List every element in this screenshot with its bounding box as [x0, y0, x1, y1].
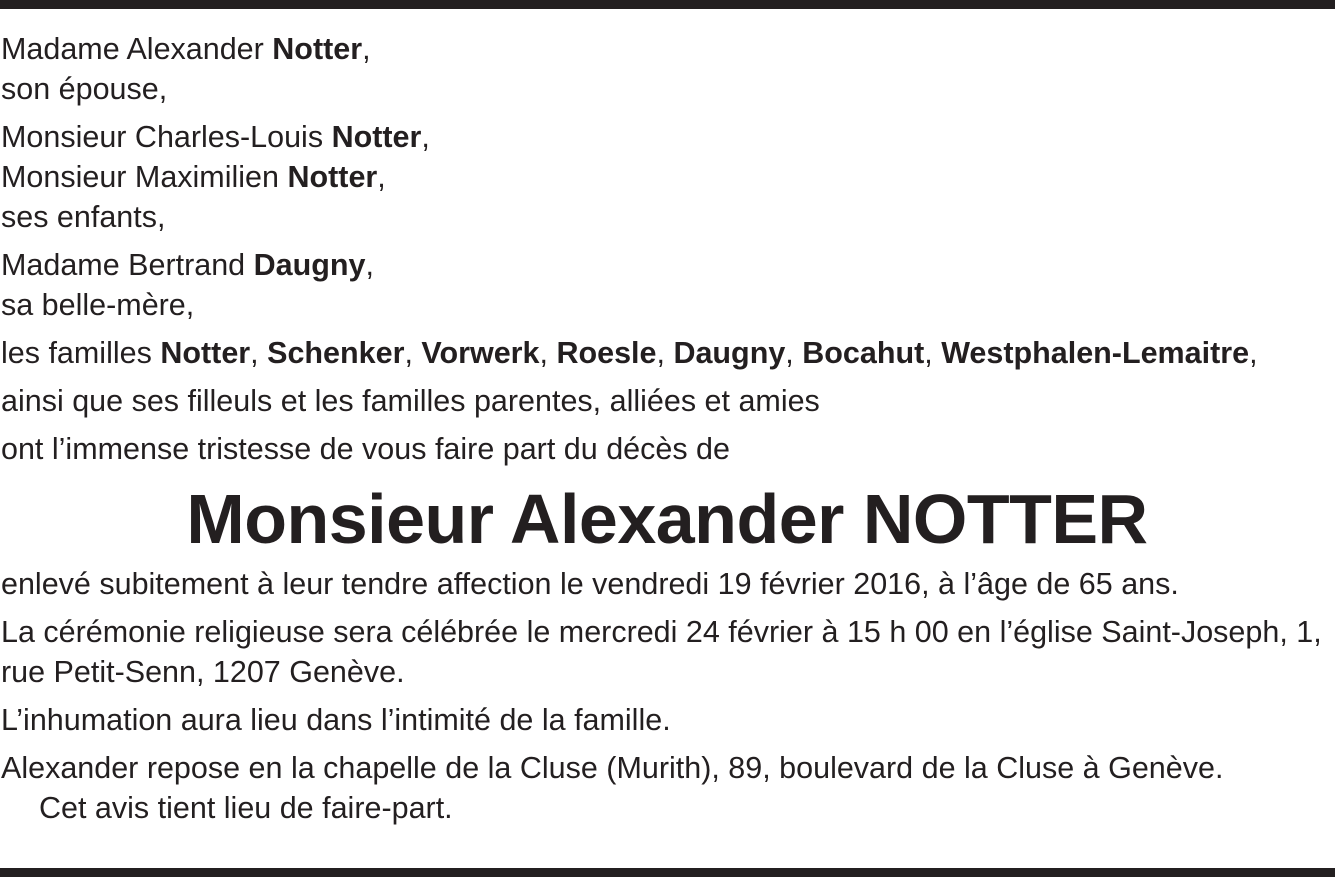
mother-in-law-surname: Daugny	[253, 248, 366, 282]
families-prefix: les familles	[1, 336, 152, 370]
son2-prefix: Monsieur Maximilien	[1, 160, 279, 194]
wife-prefix: Madame Alexander	[1, 32, 264, 66]
mother-in-law-prefix: Madame Bertrand	[1, 248, 246, 282]
mother-in-law-relation: sa belle-mère,	[1, 288, 195, 322]
family-name: Notter	[160, 336, 251, 370]
notice-note: Cet avis tient lieu de faire-part.	[39, 791, 453, 825]
son1-surname: Notter	[331, 120, 422, 154]
obituary-notice	[1, 29, 1333, 828]
son2-surname: Notter	[287, 160, 378, 194]
announcement-line: ont l’immense tristesse de vous faire part du décès de	[1, 432, 730, 466]
family-name: Daugny	[673, 336, 786, 370]
rest-details: Alexander repose en la chapelle de la Cluse (Murith), 89, boulevard de la Cluse à Genève.	[1, 751, 1224, 785]
wife-surname: Notter	[272, 32, 363, 66]
family-name: Schenker	[267, 336, 405, 370]
children-entry: Monsieur Charles-Louis Notter, Monsieur Maximilien Notter, ses enfants,	[1, 117, 1333, 237]
family-name: Vorwerk	[421, 336, 540, 370]
mother-in-law-entry: Madame Bertrand Daugny, sa belle-mère,	[1, 245, 1333, 325]
family-name: Roesle	[556, 336, 657, 370]
deceased-name: Monsieur Alexander NOTTER	[186, 480, 1148, 558]
children-relation: ses enfants,	[1, 200, 166, 234]
burial-details: L’inhumation aura lieu dans l’intimité de la famille.	[1, 703, 671, 737]
family-name: Westphalen-Lemaitre	[941, 336, 1250, 370]
death-details: enlevé subitement à leur tendre affection le vendredi 19 février 2016, à l’âge de 65 ans.	[1, 567, 1179, 601]
family-name: Bocahut	[802, 336, 925, 370]
ceremony-details: La cérémonie religieuse sera célébrée le mercredi 24 février à 15 h 00 en l’église Saint-Joseph, 1, rue Petit-Senn, 1207 Genève.	[1, 615, 1322, 689]
top-rule	[0, 0, 1335, 9]
bottom-rule	[0, 868, 1335, 877]
son1-prefix: Monsieur Charles-Louis	[1, 120, 324, 154]
wife-relation: son épouse,	[1, 72, 168, 106]
others-line: ainsi que ses filleuls et les familles parentes, alliées et amies	[1, 384, 820, 418]
families-entry: les familles Notter, Schenker, Vorwerk, Roesle, Daugny, Bocahut, Westphalen-Lemaitre,	[1, 336, 1258, 370]
wife-entry: Madame Alexander Notter, son épouse,	[1, 29, 1333, 109]
